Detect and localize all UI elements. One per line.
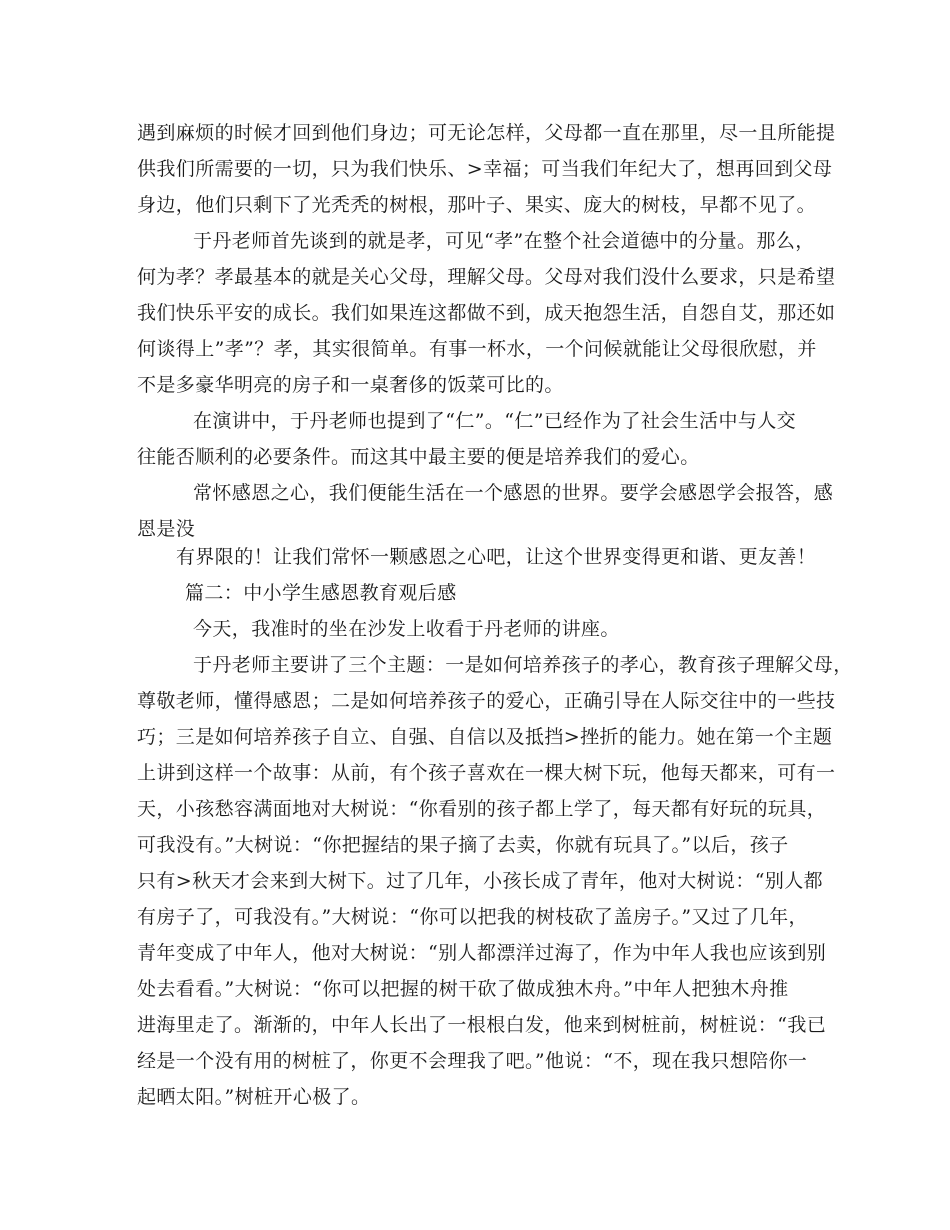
- text-line: 遇到麻烦的时候才回到他们身边；可无论怎样，父母都一直在那里，尽一且所能提: [137, 122, 836, 144]
- text-line: 有界限的！让我们常怀一颗感恩之心吧，让这个世界变得更和谐、更友善！: [176, 546, 817, 568]
- text-line: 何为孝？孝最基本的就是关心父母，理解父母。父母对我们没什么要求，只是希望: [137, 266, 836, 288]
- text-line: 恩是没: [137, 518, 196, 540]
- text-line: 身边，他们只剩下了光秃秃的树根，那叶子、果实、庞大的树枝，早都不见了。: [137, 194, 817, 216]
- text-line: 何谈得上”孝”？孝，其实很简单。有事一杯水，一个问候就能让父母很欣慰，并: [137, 338, 817, 360]
- text-line: 天，小孩愁容满面地对大树说：“你看别的孩子都上学了，每天都有好玩的玩具，: [137, 798, 827, 820]
- text-line: 经是一个没有用的树桩了，你更不会理我了吧。”他说：“不，现在我只想陪你一: [137, 1050, 808, 1072]
- text-line: 可我没有。”大树说：“你把握结的果子摘了去卖，你就有玩具了。”以后，孩子: [137, 834, 789, 856]
- text-line: 青年变成了中年人，他对大树说：“别人都漂洋过海了，作为中年人我也应该到别: [137, 942, 827, 964]
- text-line: 今天，我准时的坐在沙发上收看于丹老师的讲座。: [193, 618, 620, 640]
- text-line: 巧；三是如何培养孩子自立、自强、自信以及抵挡>挫折的能力。她在第一个主题: [137, 726, 833, 748]
- text-line: 供我们所需要的一切，只为我们快乐、>幸福；可当我们年纪大了，想再回到父母: [137, 158, 833, 180]
- text-line: 我们快乐平安的成长。我们如果连这都做不到，成天抱怨生活，自怨自艾，那还如: [137, 302, 836, 324]
- text-line: 在演讲中，于丹老师也提到了“仁”。“仁”已经作为了社会生活中与人交: [193, 410, 797, 432]
- text-line: 于丹老师首先谈到的就是孝，可见“孝”在整个社会道德中的分量。那么，: [193, 230, 815, 252]
- text-line: 只有>秋天才会来到大树下。过了几年，小孩长成了青年，他对大树说：“别人都: [137, 870, 824, 892]
- text-line: 于丹老师主要讲了三个主题：一是如何培养孩子的孝心，教育孩子理解父母，: [193, 654, 853, 676]
- text-line: 常怀感恩之心，我们便能生活在一个感恩的世界。要学会感恩学会报答，感: [193, 482, 834, 504]
- text-line: 处去看看。”大树说：“你可以把握的树干砍了做成独木舟。”中年人把独木舟推: [137, 978, 789, 1000]
- text-line: 尊敬老师，懂得感恩；二是如何培养孩子的爱心，正确引导在人际交往中的一些技: [137, 690, 836, 712]
- text-line: 起晒太阳。”树桩开心极了。: [137, 1086, 371, 1108]
- text-line: 进海里走了。渐渐的，中年人长出了一根根白发，他来到树桩前，树桩说：“我已: [137, 1014, 827, 1036]
- text-line: 往能否顺利的必要条件。而这其中最主要的便是培养我们的爱心。: [137, 446, 700, 468]
- text-line: 不是多豪华明亮的房子和一桌奢侈的饭菜可比的。: [137, 374, 564, 396]
- text-line: 有房子了，可我没有。”大树说：“你可以把我的树枝砍了盖房子。”又过了几年，: [137, 906, 808, 928]
- text-line: 上讲到这样一个故事：从前，有个孩子喜欢在一棵大树下玩，他每天都来，可有一: [137, 762, 836, 784]
- section-heading: 篇二：中小学生感恩教育观后感: [185, 582, 457, 604]
